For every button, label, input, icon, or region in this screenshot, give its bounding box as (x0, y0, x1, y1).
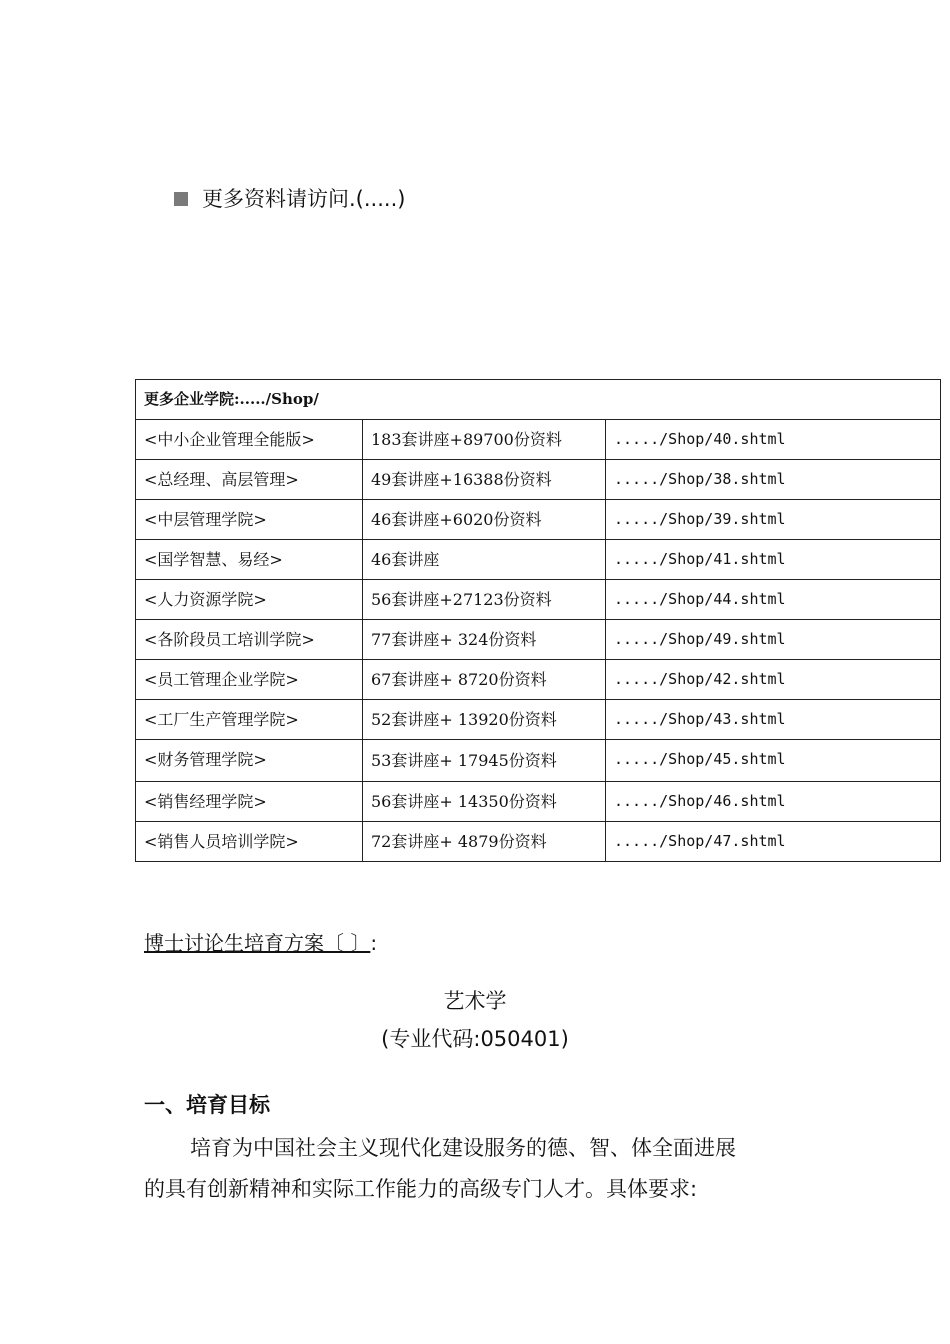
table-row (136, 540, 941, 580)
course-url[interactable]: ...../Shop/44.shtml (606, 580, 941, 620)
course-content: 52套讲座+ 13920份资料 (363, 700, 606, 740)
table-row (136, 740, 941, 782)
table-row (136, 822, 941, 862)
table-header[interactable]: 更多企业学院:...../Shop/ (136, 380, 941, 420)
table-row (136, 660, 941, 700)
table-row (136, 620, 941, 660)
course-name: <总经理、高层管理> (136, 460, 363, 500)
course-content: 56套讲座+27123份资料 (363, 580, 606, 620)
program-heading-link[interactable]: 博士讨论生培育方案〔 〕 (144, 931, 371, 955)
course-name: <各阶段员工培训学院> (136, 620, 363, 660)
course-url[interactable]: ...../Shop/49.shtml (606, 620, 941, 660)
paragraph-line: 培育为中国社会主义现代化建设服务的德、智、体全面进展 (190, 1136, 736, 1160)
course-url[interactable]: ...../Shop/42.shtml (606, 660, 941, 700)
course-name: <工厂生产管理学院> (136, 700, 363, 740)
doc-title: 艺术学 (443, 989, 507, 1013)
course-name: <人力资源学院> (136, 580, 363, 620)
table-row (136, 420, 941, 460)
course-url[interactable]: ...../Shop/40.shtml (606, 420, 941, 460)
table-header-row (136, 380, 941, 420)
paragraph (144, 1128, 824, 1210)
course-name: <中小企业管理全能版> (136, 420, 363, 460)
course-content: 53套讲座+ 17945份资料 (363, 740, 606, 782)
course-content: 46套讲座 (363, 540, 606, 580)
intro-text: 更多资料请访问.(.....) (202, 187, 406, 211)
course-content: 72套讲座+ 4879份资料 (363, 822, 606, 862)
course-url[interactable]: ...../Shop/41.shtml (606, 540, 941, 580)
table-row (136, 700, 941, 740)
course-url[interactable]: ...../Shop/39.shtml (606, 500, 941, 540)
course-name: <员工管理企业学院> (136, 660, 363, 700)
course-url[interactable]: ...../Shop/47.shtml (606, 822, 941, 862)
table-row (136, 580, 941, 620)
course-name: <销售人员培训学院> (136, 822, 363, 862)
course-url[interactable]: ...../Shop/46.shtml (606, 782, 941, 822)
course-name: <销售经理学院> (136, 782, 363, 822)
course-content: 77套讲座+ 324份资料 (363, 620, 606, 660)
course-content: 49套讲座+16388份资料 (363, 460, 606, 500)
doc-subtitle: (专业代码:050401) (381, 1027, 569, 1051)
course-content: 183套讲座+89700份资料 (363, 420, 606, 460)
course-url[interactable]: ...../Shop/45.shtml (606, 740, 941, 782)
course-name: <财务管理学院> (136, 740, 363, 782)
program-heading (144, 928, 377, 958)
program-heading-colon: : (370, 931, 378, 955)
course-url[interactable]: ...../Shop/43.shtml (606, 700, 941, 740)
table-row (136, 460, 941, 500)
course-name: <国学智慧、易经> (136, 540, 363, 580)
section-heading: 一、培育目标 (144, 1093, 270, 1117)
course-url[interactable]: ...../Shop/38.shtml (606, 460, 941, 500)
intro-line (174, 184, 405, 214)
paragraph-line: 的具有创新精神和实际工作能力的高级专门人才。具体要求: (144, 1177, 698, 1201)
course-content: 67套讲座+ 8720份资料 (363, 660, 606, 700)
table-row (136, 500, 941, 540)
square-bullet-icon (174, 192, 188, 206)
shop-table (135, 379, 941, 862)
course-content: 46套讲座+6020份资料 (363, 500, 606, 540)
table-row (136, 782, 941, 822)
course-name: <中层管理学院> (136, 500, 363, 540)
course-content: 56套讲座+ 14350份资料 (363, 782, 606, 822)
